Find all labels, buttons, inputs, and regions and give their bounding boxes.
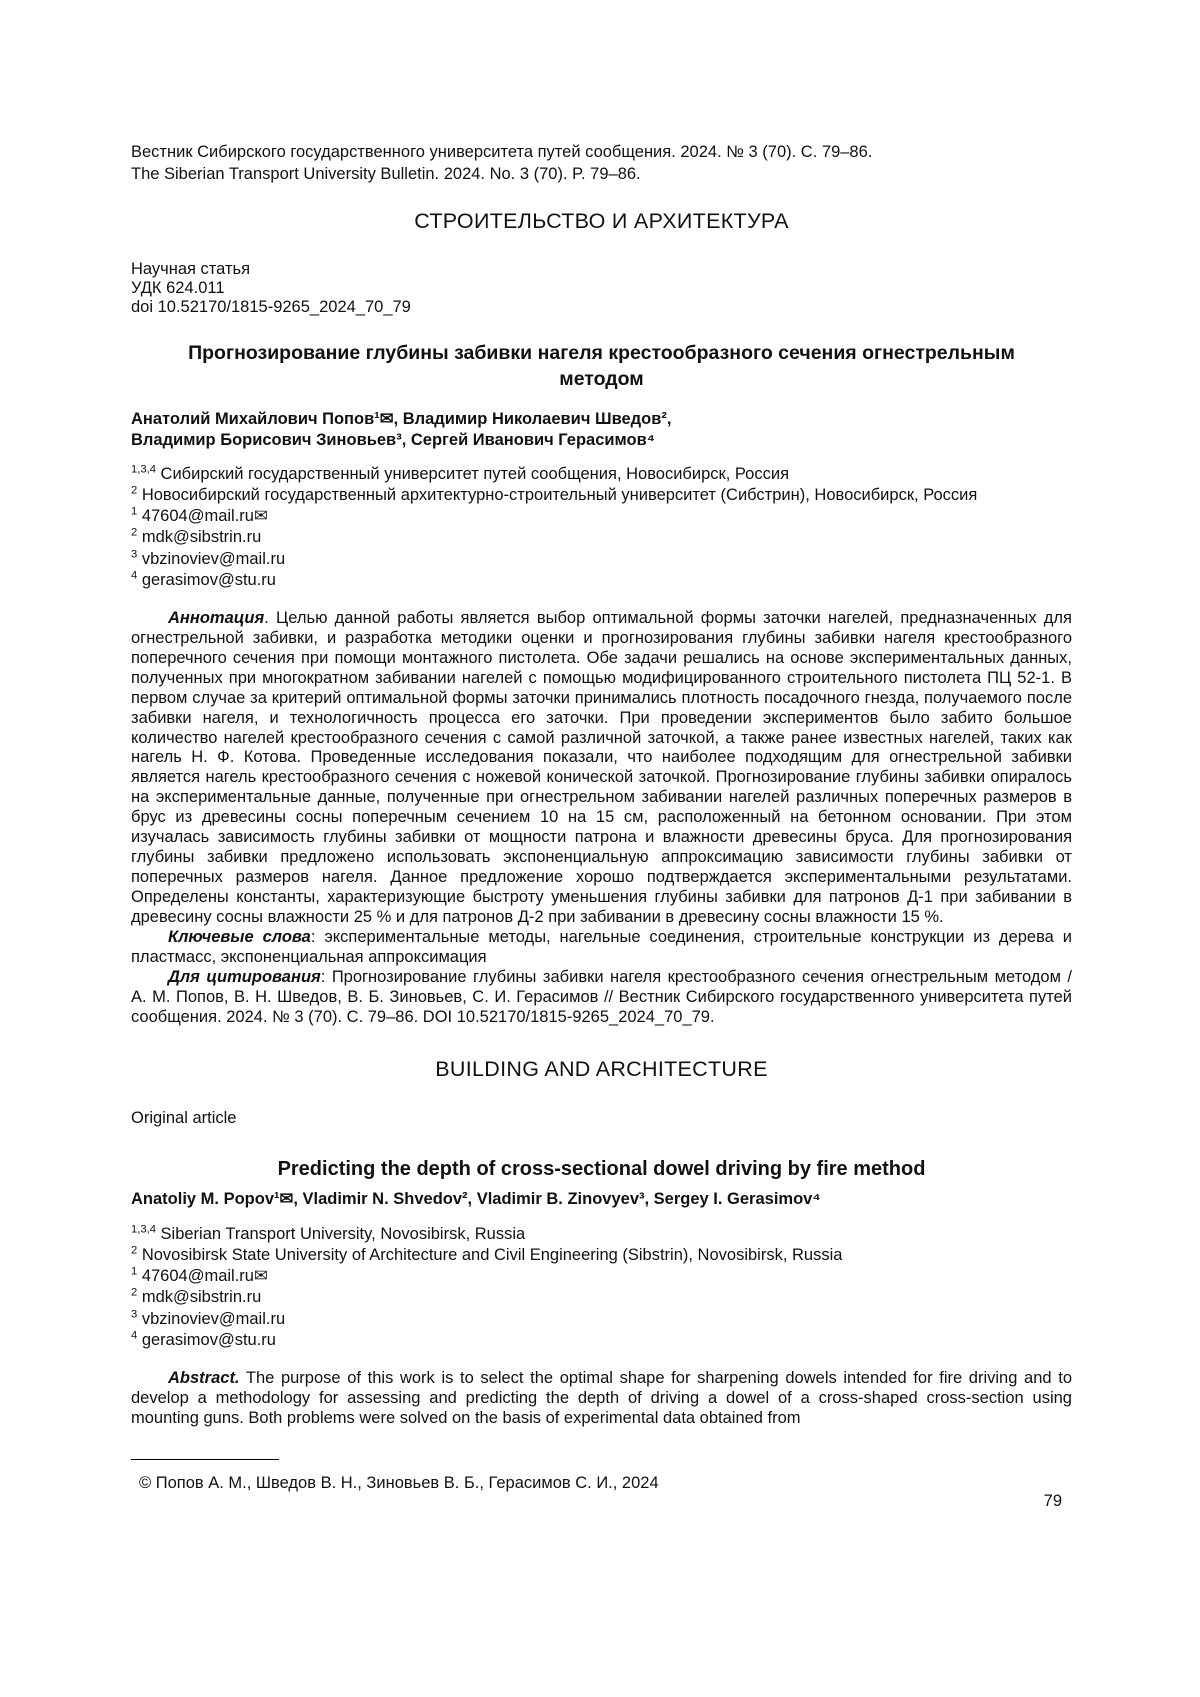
email-address: vbzinoviev@mail.ru bbox=[137, 549, 286, 568]
article-type-ru: Научная статья bbox=[131, 259, 251, 278]
title-ru: Прогнозирование глубины забивки нагеля крестообразного сечения огнестрельным методом bbox=[188, 342, 1015, 391]
affiliation-text: Novosibirsk State University of Architecture and Civil Engineering (Sibstrin), Novosibirsk, Russia bbox=[137, 1246, 843, 1265]
title-en: Predicting the depth of cross-sectional dowel driving by fire method bbox=[277, 1157, 926, 1180]
email-line bbox=[131, 1287, 1072, 1308]
abstract-text-ru: . Целью данной работы является выбор оптимальной формы заточки нагелей, предназначенных для огнестрельной забивки, и разработка методики оценки и прогнозирования глубины забивки нагеля крестообразного поперечного сечения при помощи монтажного пистолета. Обе задачи решались на основе экспериментальных данных, полученных при многократном забивании нагелей с помощью модифицированного строительного пистолета ПЦ 52-1. В первом случае за критерий оптимальной формы заточки принимались плотность посадочного гнезда, получаемого после забивки нагеля, и технологичность процесса его заточки. При проведении экспериментов было забито большое количество нагелей крестообразного сечения с самой различной заточкой, а также ранее известных нагелей, таких как нагель Н. Ф. Котова. Проведенные исследования показали, что наиболее подходящим для огнестрельной забивки является нагель крестообразного сечения с ножевой конической заточкой. Прогнозирование глубины забивки опиралось на экспериментальные данные, полученные при огнестрельном забивании нагелей различных поперечных размеров в брус из древесины сосны поперечным сечением 10 на 15 см, расположенный на бетонном основании. При этом изучалась зависимость глубины забивки от мощности патрона и влажности древесины бруса. Для прогнозирования глубины забивки предложено использовать экспоненциальную аппроксимацию зависимости глубины забивки от поперечных размеров нагеля. Данное предложение хорошо подтверждается экспериментальными результатами. Определены константы, характеризующие быстроту уменьшения глубины забивки для патронов Д-1 при забивании в древесину сосны влажности 25 % и для патронов Д-2 при забивании в древесину сосны влажности 15 %. bbox=[131, 608, 1072, 927]
email-line bbox=[131, 549, 1072, 570]
affiliation-text: Сибирский государственный университет путей сообщения, Новосибирск, Россия bbox=[155, 465, 790, 484]
affiliation-sup: 1,3,4 bbox=[131, 463, 156, 476]
email-sup: 1 bbox=[131, 505, 138, 518]
email-sup: 2 bbox=[131, 526, 138, 539]
section-heading-en: BUILDING AND ARCHITECTURE bbox=[435, 1056, 768, 1081]
affiliation-text: Новосибирский государственный архитектурно-строительный университет (Сибстрин), Новосибирск, Россия bbox=[137, 486, 978, 505]
email-sup: 4 bbox=[131, 1329, 138, 1342]
authors-ru bbox=[131, 409, 1072, 450]
affiliation-ru bbox=[131, 464, 1072, 485]
affiliation-en bbox=[131, 1245, 1072, 1266]
email-address: gerasimov@stu.ru bbox=[137, 570, 276, 589]
abstract-label-en: Abstract. bbox=[168, 1368, 240, 1387]
abstract-ru bbox=[131, 609, 1072, 928]
email-line bbox=[131, 506, 1072, 527]
affiliations-en bbox=[131, 1224, 1072, 1266]
email-line bbox=[131, 527, 1072, 548]
email-sup: 4 bbox=[131, 569, 138, 582]
email-address: mdk@sibstrin.ru bbox=[137, 528, 262, 547]
email-sup: 2 bbox=[131, 1286, 138, 1299]
journal-header-en: The Siberian Transport University Bulletin. 2024. No. 3 (70). P. 79–86. bbox=[131, 164, 641, 183]
doi-line: doi 10.52170/1815-9265_2024_70_79 bbox=[131, 298, 411, 317]
citation-label-ru: Для цитирования bbox=[168, 967, 321, 986]
affiliations-ru bbox=[131, 464, 1072, 506]
authors-ru-line1: Анатолий Михайлович Попов¹✉, Владимир Николаевич Шведов², bbox=[131, 409, 672, 428]
email-line bbox=[131, 1266, 1072, 1287]
email-address: 47604@mail.ru✉ bbox=[137, 507, 268, 526]
section-heading-ru: СТРОИТЕЛЬСТВО И АРХИТЕКТУРА bbox=[414, 208, 789, 233]
citation-ru bbox=[131, 968, 1072, 1028]
email-sup: 3 bbox=[131, 548, 138, 561]
abstract-label-ru: Аннотация bbox=[168, 608, 265, 627]
copyright-line: © Попов А. М., Шведов В. Н., Зиновьев В. Б., Герасимов С. И., 2024 bbox=[139, 1473, 659, 1492]
article-type-en: Original article bbox=[131, 1108, 237, 1127]
footnote-divider bbox=[131, 1459, 279, 1460]
emails-en bbox=[131, 1266, 1072, 1350]
email-line bbox=[131, 1330, 1072, 1351]
affiliation-en bbox=[131, 1224, 1072, 1245]
email-address: vbzinoviev@mail.ru bbox=[137, 1309, 286, 1328]
email-address: gerasimov@stu.ru bbox=[137, 1330, 276, 1349]
affiliation-text: Siberian Transport University, Novosibirsk, Russia bbox=[155, 1225, 526, 1244]
affiliation-sup: 2 bbox=[131, 1244, 138, 1257]
authors-ru-line2: Владимир Борисович Зиновьев³, Сергей Иванович Герасимов⁴ bbox=[131, 430, 655, 449]
abstract-text-en: The purpose of this work is to select the optimal shape for sharpening dowels intended for fire driving and to develop a methodology for assessing and predicting the depth of driving a dowel of a cross-shaped cross-section using mounting guns. Both problems were solved on the basis of experimental data obtained from bbox=[131, 1368, 1072, 1427]
citation-text-ru: : Прогнозирование глубины забивки нагеля крестообразного сечения огнестрельным методом / А. М. Попов, В. Н. Шведов, В. Б. Зиновьев, С. И. Герасимов // Вестник Сибирского государственного университета путей сообщения. 2024. № 3 (70). С. 79–86. DOI 10.52170/1815-9265_2024_70_79. bbox=[131, 967, 1072, 1026]
abstract-en bbox=[131, 1369, 1072, 1429]
email-line bbox=[131, 1309, 1072, 1330]
email-sup: 1 bbox=[131, 1265, 138, 1278]
keywords-label-ru: Ключевые слова bbox=[168, 928, 311, 947]
authors-en: Anatoliy M. Popov¹✉, Vladimir N. Shvedov², Vladimir B. Zinovyev³, Sergey I. Gerasimov⁴ bbox=[131, 1190, 821, 1209]
affiliation-ru bbox=[131, 485, 1072, 506]
udc-line: УДК 624.011 bbox=[131, 278, 225, 297]
keywords-ru bbox=[131, 928, 1072, 968]
email-address: 47604@mail.ru✉ bbox=[137, 1267, 268, 1286]
journal-header-ru: Вестник Сибирского государственного университета путей сообщения. 2024. № 3 (70). С. 79–86. bbox=[131, 143, 873, 161]
keywords-text-ru: : экспериментальные методы, нагельные соединения, строительные конструкции из дерева и пластмасс, экспоненциальная аппроксимация bbox=[131, 928, 1072, 966]
emails-ru bbox=[131, 506, 1072, 590]
article-meta-ru bbox=[131, 260, 1072, 318]
email-sup: 3 bbox=[131, 1308, 138, 1321]
email-address: mdk@sibstrin.ru bbox=[137, 1288, 262, 1307]
affiliation-sup: 1,3,4 bbox=[131, 1223, 156, 1236]
page-number: 79 bbox=[1043, 1492, 1062, 1510]
email-line bbox=[131, 570, 1072, 591]
affiliation-sup: 2 bbox=[131, 484, 138, 497]
